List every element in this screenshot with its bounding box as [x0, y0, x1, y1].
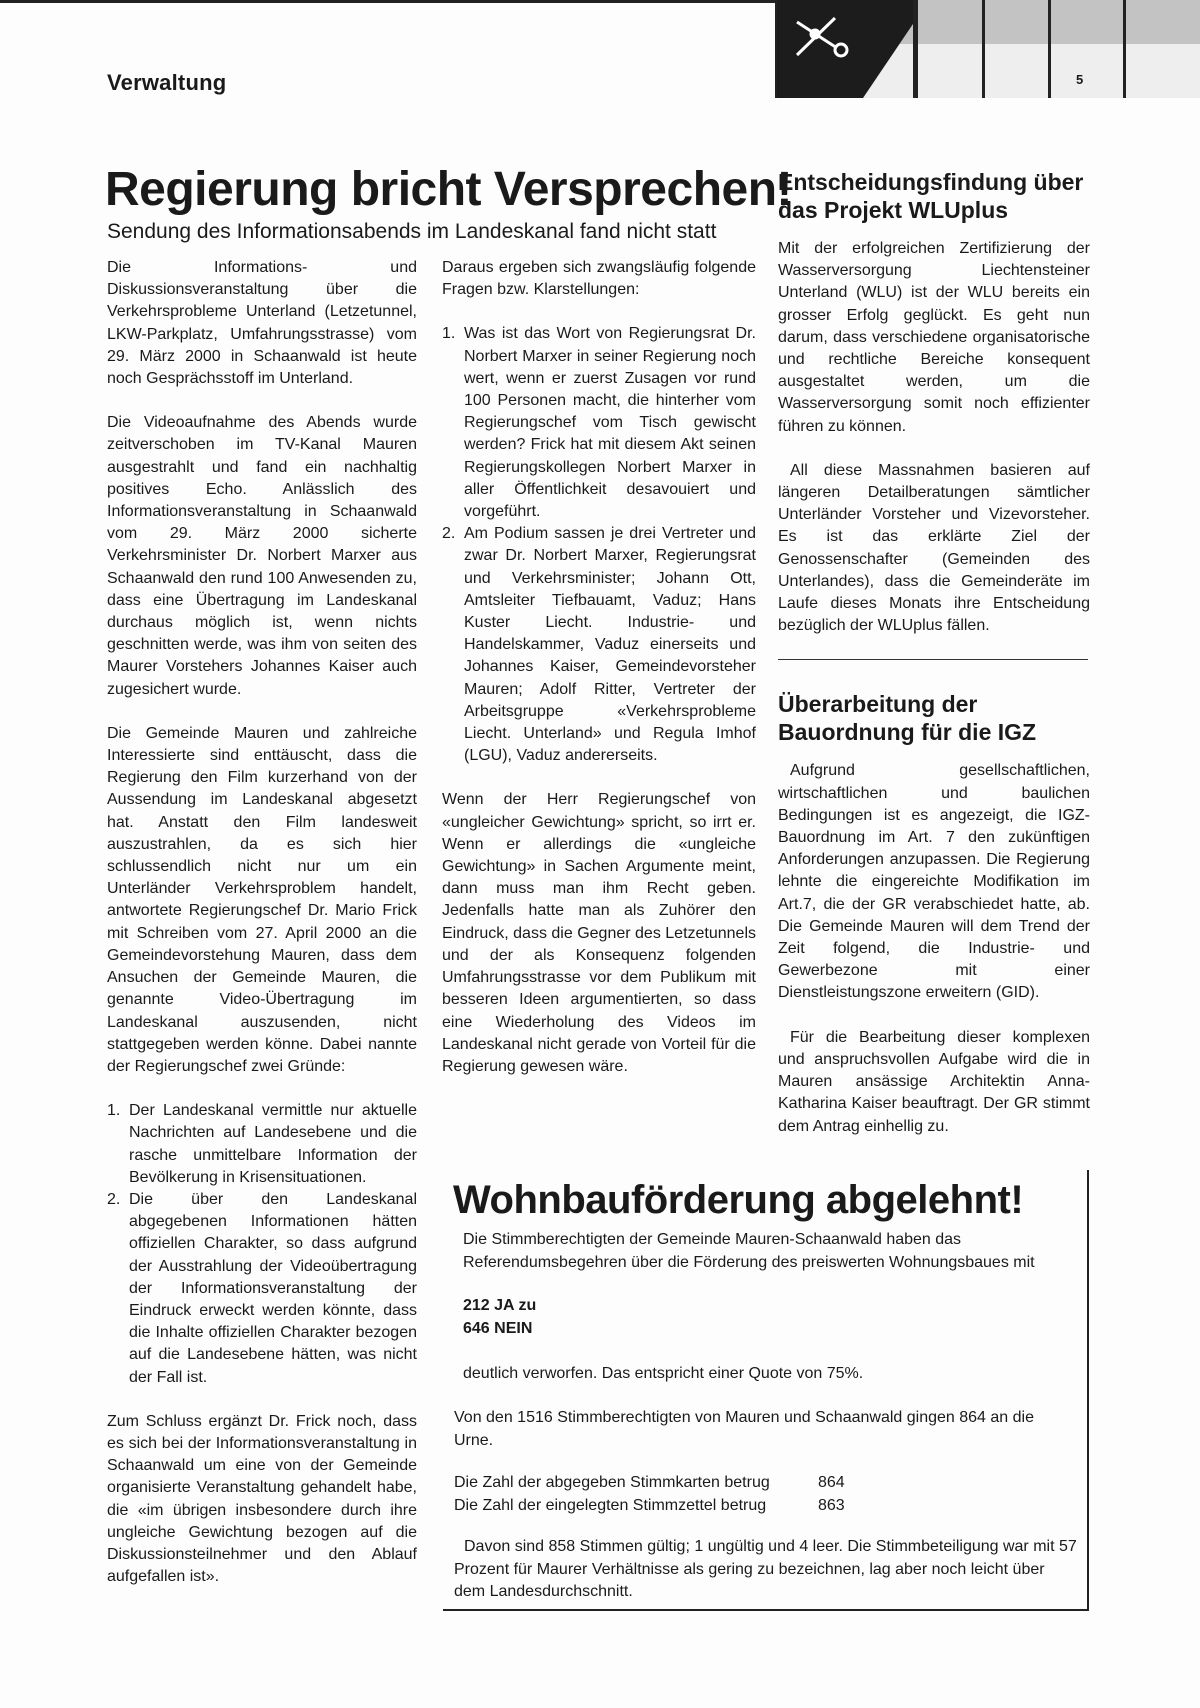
wohnbau-quote: deutlich verworfen. Das entspricht einer Quote von 75%.: [463, 1365, 864, 1382]
list-item: [442, 323, 756, 523]
wohnbau-box: [443, 1170, 1089, 1611]
article-paragraph: Die Informations- und Diskussionsveranstaltung über die Verkehrsprobleme Unterland (Letzetunnel, LKW-Parkplatz, Umfahrungsstrasse) vom 29. März 2000 in Schaanwald ist heute noch Gesprächsstoff im Unterland.: [107, 259, 417, 388]
reasons-list: [107, 1100, 417, 1389]
votes-no: 646 NEIN: [463, 1319, 533, 1337]
article-paragraph: Zum Schluss ergänzt Dr. Frick noch, dass es sich bei der Informationsveranstaltung in Schaanwald um eine von der Gemeinde organisierte Veranstaltung gehandelt habe, die «im übrigen insbesondere durch ihre ungleiche Gewichtung bezogen auf die Diskussionsteilnehmer und den Ablauf aufgefallen ist».: [107, 1412, 417, 1586]
list-number: 1.: [442, 325, 456, 343]
divider: [778, 659, 1088, 660]
section-label: Verwaltung: [107, 70, 227, 95]
wohnbau-intro: Die Stimmberechtigten der Gemeinde Mauren-Schaanwald haben das Referendumsbegehren über die Förderung des preiswerten Wohnungsbaues mit: [463, 1231, 1035, 1271]
article-paragraph: Die Gemeinde Mauren und zahlreiche Interessierte sind enttäuscht, dass die Regierung den Film kurzerhand von der Aussendung im Landeskanal abgesetzt hat. Anstatt den Film landesweit auszustrahlen, da es sich hier schlussendlich nicht nur um ein Unterländer Verkehrsproblem handelt, antwortete Regierungschef Dr. Mario Frick mit Schreiben vom 27. April 2000 an die Gemeindevorstehung Mauren, dass dem Ansuchen der Gemeinde Mauren, die genannte Video-Übertragung im Landeskanal auszusenden, nicht stattgegeben werden könne. Dabei nannte der Regierungschef zwei Gründe:: [107, 724, 417, 1075]
page-number: 5: [1076, 72, 1084, 87]
stat-row: [454, 1472, 845, 1495]
igz-paragraph: Für die Bearbeitung dieser komplexen und anspruchsvollen Aufgabe wird die in Mauren ansässige Architektin Anna-Katharina Kaiser beauftragt. Der GR stimmt dem Antrag einhellig zu.: [778, 1028, 1090, 1135]
wohnbau-valid: Davon sind 858 Stimmen gültig; 1 ungültig und 4 leer. Die Stimmbeteiligung war mit 57 Prozent für Maurer Verhältnisse als gering zu bezeichnen, lag aber noch leicht über dem Landesdurchschnitt.: [454, 1538, 1077, 1600]
article-column-1: [107, 257, 417, 1610]
stat-value: 864: [818, 1474, 845, 1491]
header-graphic: [775, 0, 1200, 98]
list-number: 2.: [442, 525, 456, 543]
igz-heading: Überarbeitung der Bauordnung für die IGZ: [778, 691, 1037, 746]
list-item: [442, 523, 756, 767]
sidebar-column: [778, 168, 1090, 1160]
list-item: [107, 1100, 417, 1189]
igz-paragraph: Aufgrund gesellschaftlichen, wirtschaftlichen und baulichen Bedingungen ist es angezeigt, die IGZ-Bauordnung im Art. 7 den zukünftigen Anforderungen anzupassen. Die Regierung lehnte die eingereichte Modifikation im Art.7, die der GR verabschiedet hatte, ab. Die Gemeinde Mauren will dem Trend der Zeit folgend, die Industrie- und Gewerbezone mit einer Dienstleistungszone erweitern (GID).: [778, 762, 1090, 1002]
stat-row: [454, 1495, 845, 1518]
wlu-paragraph: Mit der erfolgreichen Zertifizierung der Wasserversorgung Liechtensteiner Unterland (WLU) ist der WLU bereits ein grosser Erfolg geglückt. Es geht nun darum, dass verschiedene organisatorische und rechtliche Bereiche konsequent ausgestaltet werden, um die Wasserversorgung somit noch effizienter führen zu können.: [778, 240, 1090, 435]
stat-value: 863: [818, 1496, 845, 1514]
article-paragraph: Die Videoaufnahme des Abends wurde zeitverschoben im TV-Kanal Mauren ausgestrahlt und fand ein nachhaltig positives Echo. Anlässlich des Informationsveranstaltung in Schaanwald vom 29. März 2000 sicherte Verkehrsminister Dr. Norbert Marxer aus Schaanwald den rund 100 Anwesenden zu, dass eine Übertragung im Landeskanal durchaus möglich ist, wenn nichts geschnitten werde, was ihm von seiten des Maurer Vorstehers Johannes Kaiser auch zugesichert wurde.: [107, 414, 417, 698]
stat-label: Die Zahl der abgegeben Stimmkarten betrug: [454, 1474, 770, 1491]
article-paragraph: Wenn der Herr Regierungschef von «ungleicher Gewichtung» spricht, so irrt er. Wenn er allerdings die «ungleiche Gewichtung» in Sachen Argumente meint, dann muss man ihm Recht geben. Jedenfalls hatte man als Zuhörer den Eindruck, dass die Gegner des Letzetunnels und der als Konsequenz folgenden Umfahrungsstrasse vor dem Publikum mit besseren Ideen argumentierten, so dass eine Wiederholung des Videos im Landeskanal nicht gerade von Vorteil für die Regierung gewesen wäre.: [442, 791, 756, 1075]
vote-result: [463, 1295, 536, 1340]
list-text: Am Podium sassen je drei Vertreter und zwar Dr. Norbert Marxer, Regierungsrat und Verkehrsminister; Johann Ott, Amtsleiter Tiefbauamt, Vaduz; Hans Kuster Liecht. Industrie- und Handelskammer, Vaduz einerseits und Johannes Kaiser, Gemeindevorsteher Mauren; Adolf Ritter, Vertreter der Arbeitsgruppe «Verkehrsprobleme Liecht. Unterland» und Regula Imhof (LGU), Vaduz andererseits.: [464, 525, 756, 765]
wohnbau-turnout: Von den 1516 Stimmberechtigten von Mauren und Schaanwald gingen 864 an die Urne.: [454, 1409, 1034, 1449]
wohnbau-heading: Wohnbauförderung abgelehnt!: [453, 1178, 1024, 1222]
list-item: [107, 1189, 417, 1389]
article-column-2: [442, 257, 756, 1100]
stat-label: Die Zahl der eingelegten Stimmzettel betrug: [454, 1496, 767, 1514]
article-subtitle: Sendung des Informationsabends im Landeskanal fand nicht statt: [107, 220, 717, 243]
votes-yes: 212 JA zu: [463, 1297, 537, 1314]
list-text: Der Landeskanal vermittle nur aktuelle Nachrichten auf Landesebene und die rasche unmittelbare Information der Bevölkerung in Krisensituationen.: [129, 1102, 417, 1186]
article-paragraph: Daraus ergeben sich zwangsläufig folgende Fragen bzw. Klarstellungen:: [442, 259, 756, 299]
list-text: Was ist das Wort von Regierungsrat Dr. Norbert Marxer in seiner Regierung noch wert, wenn er zuerst Zusagen vor rund 100 Personen macht, die hinterher vom Regierungschef vom Tisch gewischt werden? Frick hat mit diesem Akt seinen Regierungskollegen Norbert Marxer in aller Öffentlichkeit desavouiert und vorgeführt.: [464, 325, 756, 521]
ballot-stats: [454, 1472, 845, 1517]
list-number: 1.: [107, 1102, 121, 1120]
list-text: Die über den Landeskanal abgegebenen Informationen hätten offiziellen Charakter, so dass aufgrund der Ausstrahlung der Videoübertragung der Informationsveranstaltung der Eindruck erweckt werden könnte, dass die Inhalte offiziellen Charakter bezogen auf die Landesebene hätten, was nicht der Fall ist.: [129, 1190, 417, 1386]
questions-list: [442, 323, 756, 767]
list-number: 2.: [107, 1190, 121, 1208]
wlu-heading: Entscheidungsfindung über das Projekt WLUplus: [778, 169, 1084, 223]
wlu-paragraph: All diese Massnahmen basieren auf längeren Detailberatungen sämtlicher Unterländer Vorsteher und Vizevorsteher. Es ist das erklärte Ziel der Genossenschafter (Gemeinden des Unterlandes), dass die Gemeinderäte im Laufe dieses Monats ihre Entscheidung bezüglich der WLUplus fällen.: [778, 461, 1090, 635]
article-title: Regierung bricht Versprechen!: [105, 163, 793, 216]
